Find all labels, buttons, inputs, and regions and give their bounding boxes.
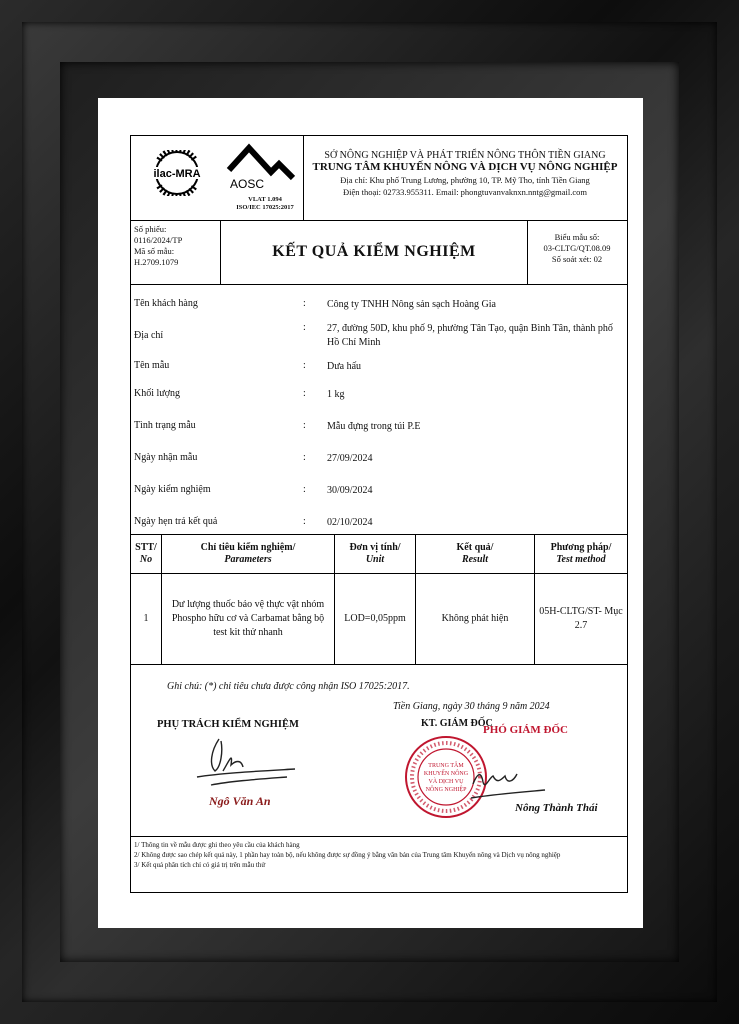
left-signer-title: PHỤ TRÁCH KIỂM NGHIỆM (157, 719, 299, 730)
col-method: Phương pháp/ Test method (535, 535, 628, 574)
col-unit: Đơn vị tính/ Unit (335, 535, 416, 574)
svg-text:ilac-MRA: ilac-MRA (153, 168, 201, 180)
right-signer-title: PHÓ GIÁM ĐỐC (483, 724, 568, 736)
organization-info (307, 150, 623, 197)
table-row: 1 Dư lượng thuốc bảo vệ thực vật nhóm Phospho hữu cơ và Carbamat bằng bộ test kit thử nhanh LOD=0,05ppm Không phát hiện 05H-CLTG/ST- Mục 2.7 (131, 574, 627, 665)
right-signer-name: Nông Thành Thái (515, 802, 598, 814)
aosc-logo-icon (223, 142, 299, 192)
test-result-document (130, 135, 628, 893)
report-ids: Số phiếu: 0116/2024/TP Mã số mẫu: H.2709.1079 (131, 220, 221, 284)
document-header (131, 136, 627, 221)
center-name: TRUNG TÂM KHUYẾN NÔNG VÀ DỊCH VỤ NÔNG NGHIỆP (312, 161, 618, 173)
right-signature-icon (467, 754, 547, 804)
left-signer-name: Ngô Văn An (209, 794, 271, 808)
place-date: Tiền Giang, ngày 30 tháng 9 năm 2024 (393, 701, 550, 712)
results-table (131, 534, 627, 665)
col-stt: STT/ No (131, 535, 162, 574)
svg-text:TRUNG TÂM: TRUNG TÂM (428, 763, 464, 769)
title-row (131, 220, 627, 285)
sample-info: Tên khách hàng : Công ty TNHH Nông sản sạch Hoàng Gia Địa chỉ : 27, đường 50D, khu phố 9, phường Tân Tạo, quận Bình Tân, thành phố Hồ Chí Minh Tên mẫu : Dưa hấu Khối lượng : 1 kg Tình trạng mẫu : Mẫu đựng trong túi P.E Ngày nhận mẫu : 27/09/2024 Ngày kiểm nghiệm : 30/09/2024 Ngày hẹn trả kết quả : 02/10/2024 (131, 284, 627, 535)
footnotes: 1/ Thông tin về mẫu được ghi theo yêu cầu của khách hàng 2/ Không được sao chép kết quả này, 1 phần hay toàn bộ, nếu không được sự đồng ý bằng văn bản của Trung tâm Khuyến nông và Dịch vụ nông nghiệp 3/ Kết quả phân tích chỉ có giá trị trên mẫu thử (131, 836, 627, 870)
col-result: Kết quả/ Result (416, 535, 535, 574)
department-name: SỞ NÔNG NGHIỆP VÀ PHÁT TRIỂN NÔNG THÔN TIỀN GIANG (324, 150, 606, 161)
svg-text:VÀ DỊCH VỤ: VÀ DỊCH VỤ (428, 779, 464, 785)
svg-text:KHUYẾN NÔNG: KHUYẾN NÔNG (423, 771, 469, 777)
svg-text:NÔNG NGHIỆP: NÔNG NGHIỆP (425, 787, 467, 793)
accreditation-number: VLAT 1.094 ISO/IEC 17025:2017 (236, 196, 294, 211)
right-signer-kt: KT. GIÁM ĐỐC (421, 718, 493, 729)
document-title: KẾT QUẢ KIỂM NGHIỆM (221, 220, 528, 284)
svg-text:AOSC: AOSC (229, 177, 265, 191)
form-number: Biểu mẫu số: 03-CLTG/QT.08.09 Số soát xét: 02 (543, 232, 611, 264)
note: Ghi chú: (*) chỉ tiêu chưa được công nhận ISO 17025:2017. (167, 681, 410, 692)
center-contact: Điện thoại: 02733.955311. Email: phongtuvanvaknxn.nntg@gmail.com (342, 187, 588, 197)
center-address: Địa chỉ: Khu phố Trung Lương, phường 10, TP. Mỹ Tho, tỉnh Tiền Giang (340, 175, 590, 185)
table-header-row (131, 535, 627, 574)
col-parameters: Chỉ tiêu kiểm nghiệm/ Parameters (162, 535, 335, 574)
accreditation-logos (131, 136, 304, 220)
ilac-mra-logo-icon (137, 150, 217, 196)
left-signature-icon (191, 731, 301, 793)
